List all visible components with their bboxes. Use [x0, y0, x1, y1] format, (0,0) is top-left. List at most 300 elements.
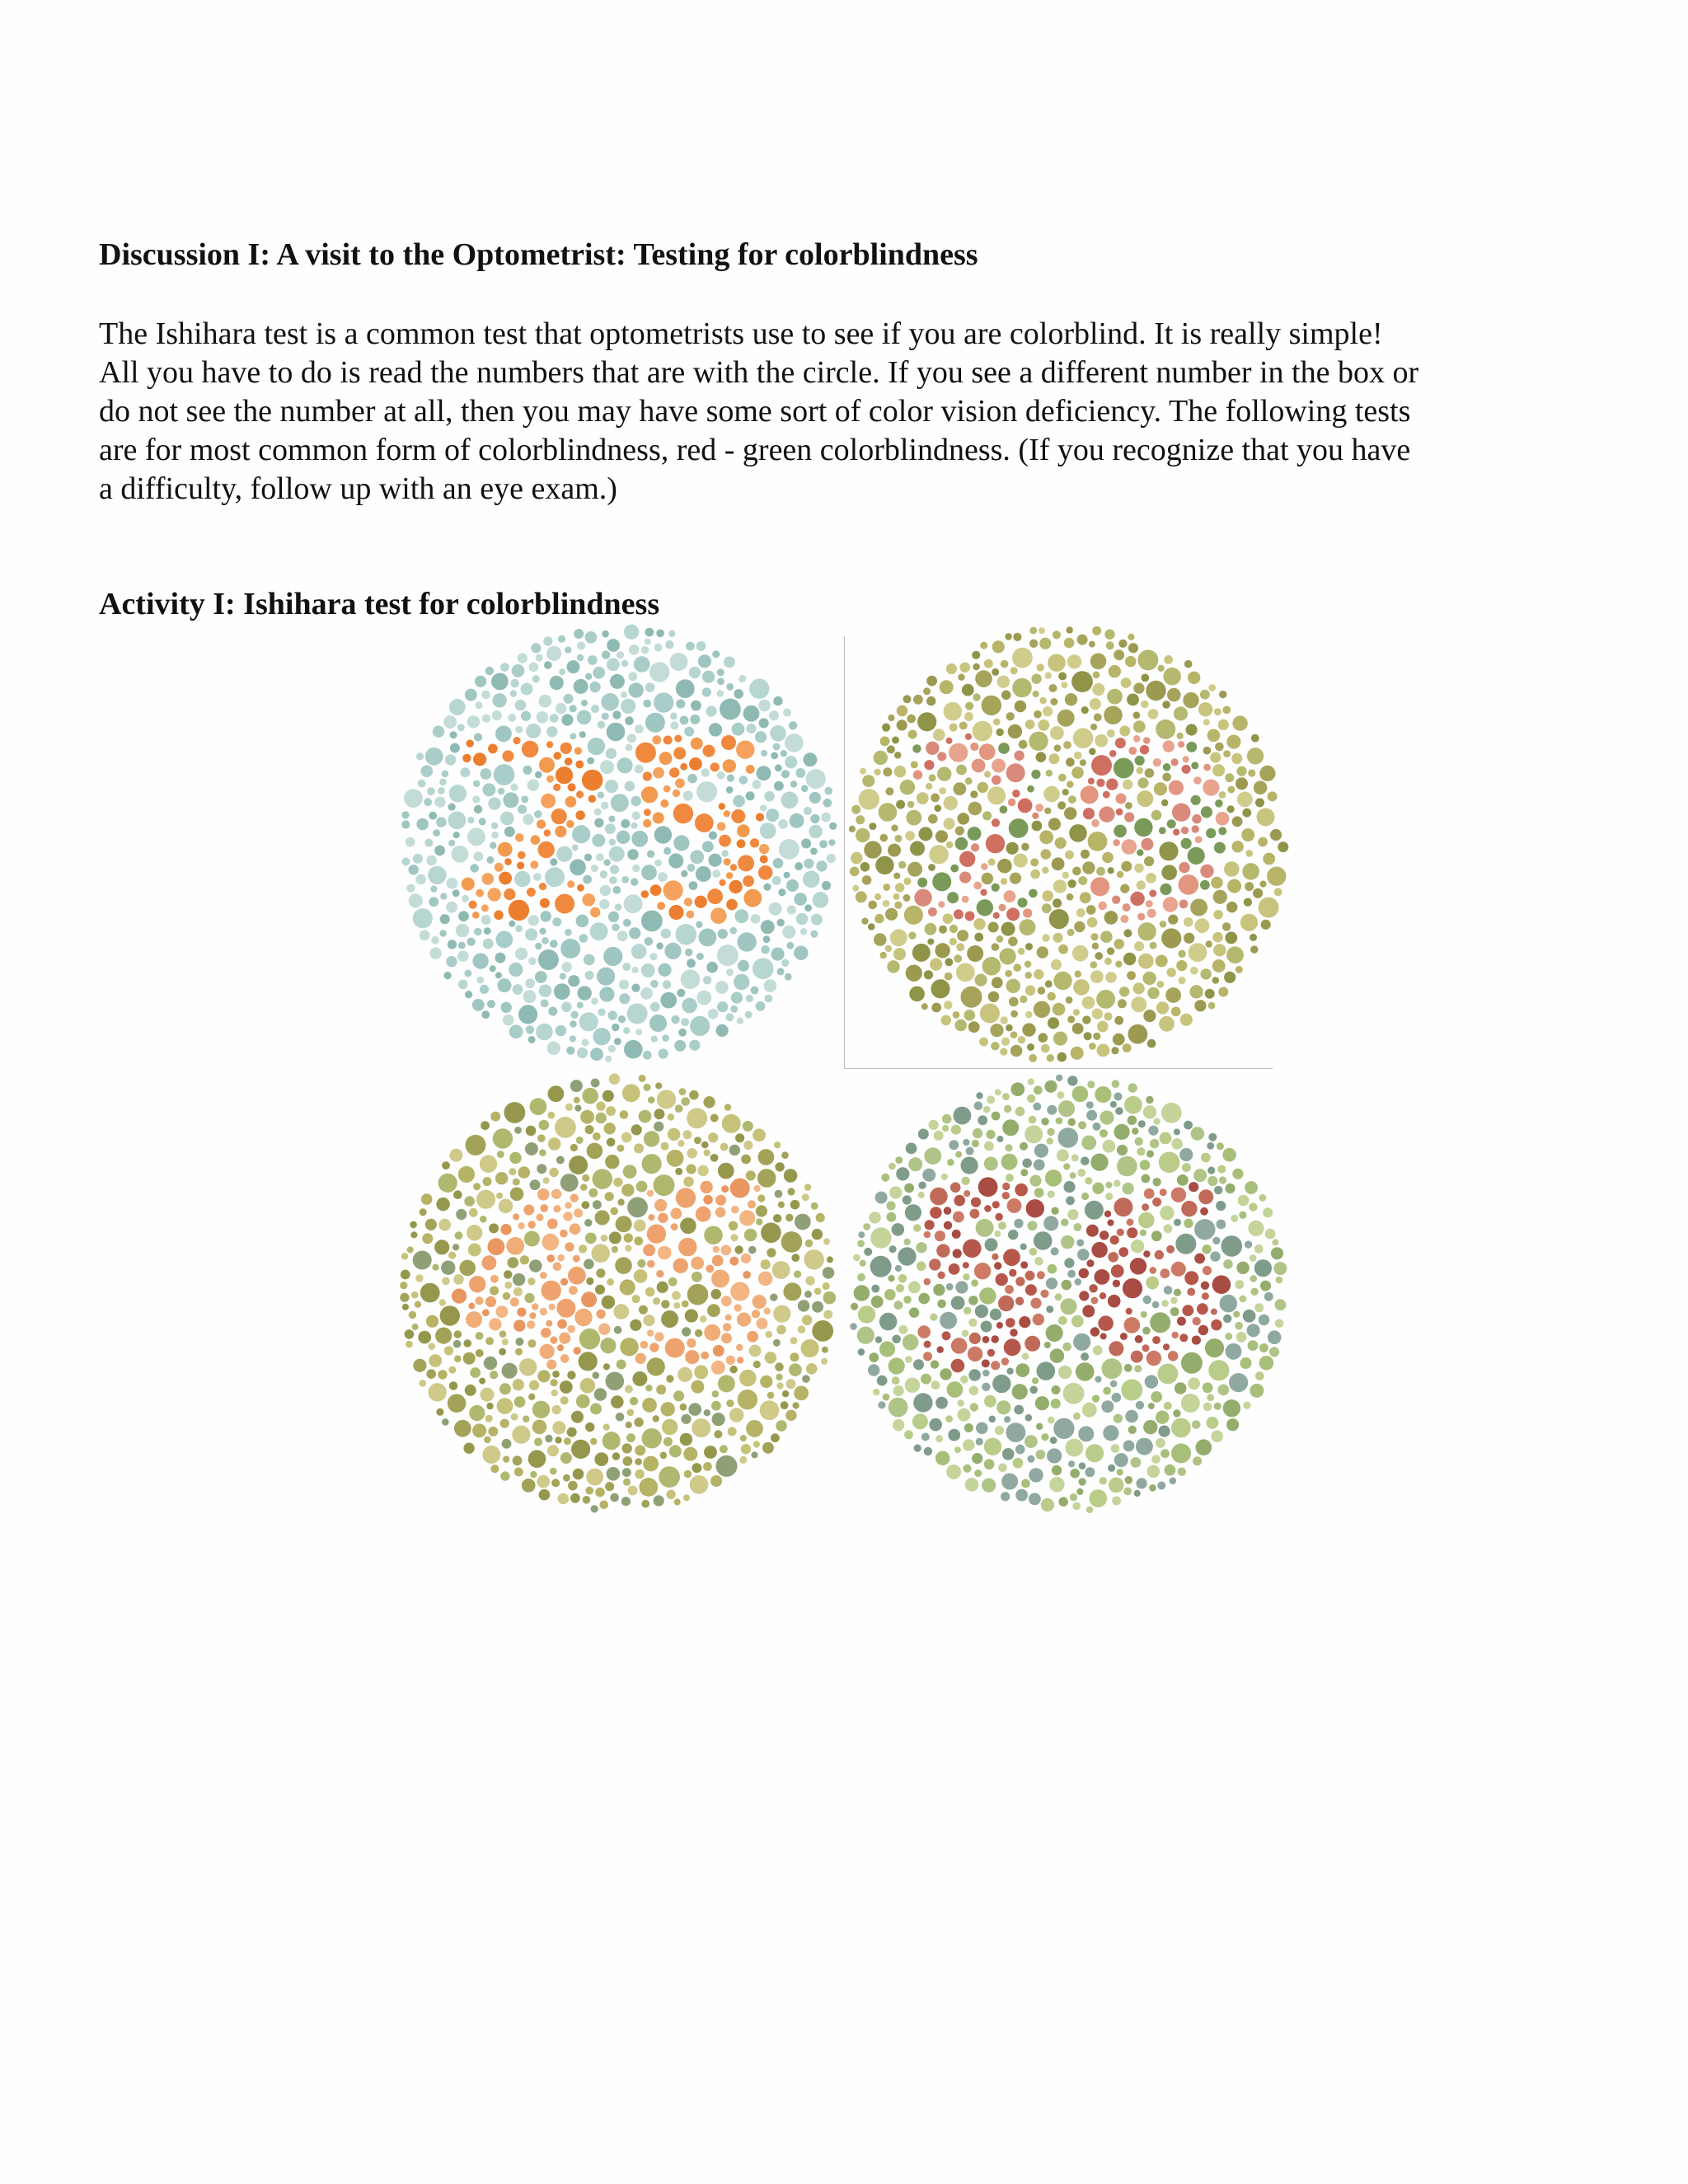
- plate-number-dot: [1002, 1192, 1010, 1199]
- plate-number-dot: [979, 743, 996, 760]
- plate-background-dot: [984, 771, 991, 778]
- plate-number-dot: [482, 873, 495, 885]
- plate-background-dot: [1134, 941, 1144, 951]
- plate-background-dot: [931, 794, 940, 803]
- plate-background-dot: [1128, 1024, 1148, 1044]
- plate-background-dot: [747, 724, 757, 733]
- plate-background-dot: [801, 785, 809, 793]
- plate-background-dot: [607, 1467, 621, 1481]
- plate-background-dot: [1244, 898, 1252, 907]
- plate-background-dot: [810, 930, 818, 938]
- plate-background-dot: [1164, 1402, 1172, 1410]
- plate-background-dot: [453, 1340, 462, 1348]
- plate-background-dot: [1158, 1364, 1179, 1385]
- plate-background-dot: [1207, 1394, 1214, 1401]
- plate-background-dot: [758, 700, 771, 712]
- plate-background-dot: [567, 1427, 577, 1437]
- plate-background-dot: [1086, 1507, 1093, 1513]
- plate-number-dot: [538, 841, 555, 858]
- plate-background-dot: [1177, 1174, 1189, 1186]
- plate-background-dot: [532, 1420, 547, 1435]
- plate-background-dot: [962, 684, 974, 696]
- plate-background-dot: [1034, 1160, 1045, 1171]
- plate-background-dot: [828, 839, 835, 846]
- plate-background-dot: [1041, 849, 1052, 860]
- plate-background-dot: [856, 815, 865, 824]
- plate-background-dot: [413, 1359, 426, 1372]
- plate-background-dot: [422, 1233, 433, 1244]
- plate-background-dot: [1019, 919, 1035, 935]
- plate-background-dot: [761, 1222, 781, 1243]
- plate-background-dot: [786, 1379, 796, 1389]
- plate-background-dot: [924, 970, 933, 979]
- plate-background-dot: [763, 935, 771, 943]
- plate-background-dot: [632, 812, 640, 820]
- plate-background-dot: [448, 811, 467, 829]
- plate-number-dot: [721, 735, 736, 750]
- plate-background-dot: [886, 1201, 895, 1210]
- plate-background-dot: [984, 1438, 1001, 1455]
- plate-background-dot: [885, 908, 898, 921]
- plate-number-dot: [912, 744, 921, 752]
- plate-number-dot: [560, 1230, 568, 1238]
- plate-background-dot: [1123, 953, 1136, 965]
- plate-background-dot: [659, 1466, 680, 1488]
- plate-background-dot: [1143, 1105, 1156, 1118]
- plate-background-dot: [645, 628, 654, 637]
- plate-background-dot: [888, 844, 901, 857]
- plate-background-dot: [622, 1443, 632, 1453]
- plate-background-dot: [908, 1157, 922, 1171]
- plate-background-dot: [1048, 654, 1066, 672]
- plate-background-dot: [1103, 1140, 1116, 1153]
- plate-number-dot: [1100, 1333, 1107, 1339]
- plate-background-dot: [1205, 989, 1215, 999]
- plate-number-dot: [1090, 877, 1109, 896]
- plate-background-dot: [1075, 1278, 1082, 1286]
- plate-background-dot: [1206, 940, 1212, 947]
- plate-background-dot: [796, 768, 806, 778]
- plate-background-dot: [1100, 930, 1113, 943]
- plate-background-dot: [673, 1390, 684, 1401]
- plate-background-dot: [1217, 1220, 1226, 1230]
- plate-number-dot: [565, 757, 573, 766]
- plate-background-dot: [481, 915, 491, 925]
- plate-background-dot: [1140, 1230, 1146, 1236]
- plate-number-dot: [1188, 847, 1205, 865]
- plate-background-dot: [991, 1042, 999, 1050]
- plate-background-dot: [1074, 921, 1085, 932]
- plate-background-dot: [1057, 1149, 1069, 1161]
- plate-number-dot: [1181, 1201, 1197, 1216]
- plate-background-dot: [541, 1000, 549, 1008]
- plate-background-dot: [1203, 719, 1210, 725]
- plate-background-dot: [945, 1415, 953, 1422]
- plate-background-dot: [1029, 1386, 1038, 1394]
- plate-background-dot: [401, 1253, 408, 1259]
- plate-background-dot: [556, 1156, 565, 1165]
- plate-background-dot: [1055, 1293, 1062, 1301]
- plate-background-dot: [579, 1012, 598, 1031]
- plate-number-dot: [518, 1222, 524, 1229]
- plate-background-dot: [1123, 780, 1132, 790]
- plate-number-dot: [743, 1271, 751, 1279]
- plate-number-dot: [993, 912, 1000, 919]
- plate-background-dot: [1259, 898, 1279, 918]
- plate-background-dot: [1061, 1298, 1077, 1315]
- plate-background-dot: [585, 1125, 594, 1134]
- plate-background-dot: [794, 946, 808, 960]
- plate-background-dot: [1236, 777, 1248, 790]
- plate-background-dot: [433, 829, 440, 837]
- plate-background-dot: [1104, 630, 1114, 640]
- plate-background-dot: [1268, 1330, 1282, 1344]
- plate-background-dot: [677, 989, 685, 997]
- plate-number-dot: [954, 1195, 965, 1207]
- plate-number-dot: [1163, 763, 1171, 771]
- plate-number-dot: [965, 912, 975, 921]
- plate-number-dot: [673, 748, 686, 760]
- plate-background-dot: [1063, 1163, 1070, 1169]
- plate-number-dot: [502, 750, 513, 762]
- plate-background-dot: [933, 1284, 945, 1296]
- plate-number-dot: [1114, 758, 1134, 779]
- plate-background-dot: [639, 1075, 646, 1082]
- plate-number-dot: [696, 1207, 711, 1222]
- plate-background-dot: [528, 779, 539, 790]
- plate-number-dot: [1171, 1188, 1186, 1202]
- plate-background-dot: [590, 1403, 602, 1414]
- plate-background-dot: [580, 1183, 587, 1190]
- plate-number-dot: [1195, 836, 1203, 843]
- plate-number-dot: [1172, 1332, 1179, 1338]
- plate-background-dot: [1073, 1333, 1090, 1351]
- plate-background-dot: [1147, 987, 1159, 999]
- plate-background-dot: [1076, 1362, 1095, 1381]
- plate-background-dot: [1109, 665, 1121, 677]
- plate-background-dot: [574, 1105, 581, 1112]
- plate-background-dot: [687, 1165, 696, 1174]
- plate-background-dot: [440, 914, 450, 924]
- plate-background-dot: [985, 1238, 998, 1251]
- plate-background-dot: [1170, 1307, 1179, 1316]
- plate-background-dot: [798, 1325, 806, 1333]
- plate-background-dot: [1196, 1439, 1212, 1455]
- plate-background-dot: [528, 1339, 536, 1347]
- plate-number-dot: [1182, 765, 1191, 774]
- plate-background-dot: [1082, 1403, 1097, 1418]
- plate-number-dot: [944, 1221, 952, 1230]
- plate-background-dot: [900, 780, 915, 794]
- plate-background-dot: [1179, 1148, 1193, 1161]
- intro-line: The Ishihara test is a common test that optometrists use to see if you are colorblind. It is really simple!: [99, 316, 1383, 351]
- plate-background-dot: [578, 986, 592, 1000]
- plate-background-dot: [908, 1281, 921, 1293]
- plate-background-dot: [796, 913, 808, 925]
- plate-background-dot: [700, 1315, 706, 1322]
- plate-background-dot: [503, 1292, 510, 1300]
- plate-background-dot: [571, 1411, 584, 1423]
- plate-number-dot: [711, 1270, 729, 1288]
- plate-background-dot: [765, 1352, 777, 1364]
- plate-background-dot: [1249, 1202, 1257, 1211]
- plate-number-dot: [1015, 1183, 1028, 1197]
- plate-background-dot: [913, 1393, 932, 1412]
- plate-background-dot: [924, 1447, 932, 1455]
- plate-background-dot: [643, 1315, 654, 1326]
- plate-background-dot: [576, 1137, 584, 1144]
- plate-background-dot: [548, 1137, 560, 1150]
- plate-background-dot: [1053, 898, 1062, 907]
- plate-background-dot: [827, 1256, 833, 1263]
- plate-background-dot: [484, 927, 491, 935]
- plate-background-dot: [434, 796, 445, 807]
- plate-number-dot: [930, 1207, 941, 1218]
- plate-background-dot: [560, 1380, 573, 1394]
- plate-background-dot: [812, 1301, 823, 1313]
- plate-background-dot: [770, 725, 786, 742]
- plate-background-dot: [894, 902, 902, 909]
- plate-background-dot: [1103, 1387, 1111, 1395]
- plate-number-dot: [1197, 1303, 1208, 1315]
- plate-number-dot: [523, 1205, 534, 1216]
- plate-number-dot: [1192, 814, 1201, 823]
- plate-background-dot: [529, 1259, 542, 1272]
- plate-number-dot: [971, 1197, 981, 1207]
- plate-number-dot: [996, 1273, 1008, 1286]
- plate-background-dot: [609, 839, 616, 846]
- plate-background-dot: [1135, 1137, 1143, 1146]
- plate-background-dot: [944, 796, 958, 810]
- plate-background-dot: [555, 1117, 576, 1138]
- plate-background-dot: [887, 960, 899, 972]
- plate-background-dot: [1027, 1455, 1034, 1463]
- plate-background-dot: [965, 702, 973, 710]
- plate-background-dot: [905, 1378, 920, 1393]
- plate-29: [843, 620, 1292, 1069]
- plate-background-dot: [1123, 1043, 1132, 1052]
- plate-background-dot: [577, 710, 592, 725]
- plate-background-dot: [1157, 1482, 1165, 1490]
- plate-number-dot: [546, 1360, 556, 1370]
- plate-number-dot: [950, 865, 959, 873]
- plate-background-dot: [1250, 1275, 1258, 1282]
- plate-background-dot: [1079, 1462, 1086, 1469]
- plate-background-dot: [862, 775, 874, 787]
- plate-background-dot: [908, 730, 917, 739]
- plate-background-dot: [710, 1289, 721, 1300]
- ishihara-plate-image: [843, 1069, 1292, 1518]
- plate-number-dot: [1088, 778, 1095, 785]
- plate-background-dot: [530, 1471, 537, 1478]
- plate-background-dot: [1064, 1258, 1074, 1268]
- plate-background-dot: [418, 1331, 431, 1344]
- plate-background-dot: [760, 823, 776, 839]
- plate-background-dot: [446, 878, 457, 889]
- plate-background-dot: [500, 1419, 509, 1428]
- plate-background-dot: [552, 917, 561, 926]
- plate-number-dot: [723, 1323, 731, 1331]
- plate-number-dot: [713, 1246, 720, 1253]
- plate-background-dot: [707, 1304, 720, 1317]
- plate-background-dot: [594, 1452, 608, 1466]
- plate-background-dot: [1029, 732, 1048, 751]
- plate-background-dot: [639, 1305, 648, 1315]
- plate-background-dot: [617, 757, 633, 773]
- plate-background-dot: [582, 1039, 589, 1047]
- plate-background-dot: [893, 893, 900, 900]
- plate-background-dot: [893, 1385, 904, 1396]
- plate-background-dot: [1006, 1368, 1013, 1375]
- plate-background-dot: [773, 743, 781, 751]
- plate-background-dot: [1159, 1152, 1180, 1174]
- plate-background-dot: [564, 1437, 571, 1445]
- plate-background-dot: [484, 1357, 497, 1370]
- plate-background-dot: [1015, 701, 1027, 713]
- plate-background-dot: [1107, 689, 1123, 705]
- plate-number-dot: [1150, 1267, 1157, 1274]
- plate-background-dot: [607, 1138, 616, 1147]
- plate-number-dot: [1214, 842, 1226, 854]
- plate-background-dot: [424, 839, 433, 847]
- plate-background-dot: [800, 928, 808, 935]
- plate-background-dot: [453, 832, 460, 838]
- plate-background-dot: [1029, 1468, 1043, 1482]
- plate-background-dot: [716, 1455, 738, 1477]
- plate-number-dot: [998, 743, 1010, 754]
- plate-background-dot: [1025, 1011, 1033, 1019]
- plate-background-dot: [973, 1128, 982, 1138]
- plate-number-dot: [1112, 896, 1120, 904]
- plate-number-dot: [992, 759, 1006, 773]
- plate-background-dot: [935, 1451, 950, 1466]
- plate-background-dot: [1030, 869, 1040, 879]
- plate-background-dot: [917, 792, 929, 804]
- plate-number-dot: [567, 880, 574, 888]
- plate-background-dot: [627, 1197, 648, 1218]
- plate-background-dot: [904, 906, 923, 925]
- plate-background-dot: [801, 839, 811, 849]
- plate-background-dot: [453, 1190, 462, 1199]
- plate-background-dot: [897, 719, 907, 730]
- plate-background-dot: [570, 733, 576, 739]
- plate-number-dot: [1137, 913, 1145, 921]
- plate-background-dot: [582, 1088, 598, 1104]
- plate-number-dot: [1107, 1220, 1114, 1226]
- plate-background-dot: [1148, 1126, 1158, 1136]
- plate-background-dot: [704, 1226, 723, 1245]
- plate-background-dot: [632, 865, 640, 872]
- plate-background-dot: [1146, 873, 1156, 883]
- plate-background-dot: [722, 1114, 741, 1133]
- plate-background-dot: [858, 1348, 865, 1356]
- plate-background-dot: [717, 668, 724, 676]
- plate-background-dot: [951, 1296, 965, 1310]
- plate-background-dot: [968, 1296, 978, 1305]
- plate-number-dot: [1192, 1336, 1201, 1345]
- plate-number-dot: [499, 872, 512, 885]
- plate-background-dot: [992, 668, 999, 676]
- plate-background-dot: [1213, 890, 1227, 904]
- plate-background-dot: [634, 1143, 644, 1153]
- plate-background-dot: [1201, 1153, 1211, 1163]
- plate-background-dot: [790, 1337, 798, 1344]
- plate-number-dot: [635, 1353, 646, 1364]
- plate-background-dot: [875, 1192, 888, 1204]
- plate-background-dot: [513, 1455, 523, 1465]
- plate-number-dot: [724, 810, 730, 817]
- plate-number-dot: [647, 1260, 654, 1268]
- plate-background-dot: [485, 1337, 494, 1345]
- plate-background-dot: [610, 674, 625, 689]
- plate-number-dot: [992, 1254, 998, 1260]
- plate-background-dot: [529, 1380, 539, 1390]
- plate-background-dot: [1097, 1044, 1110, 1057]
- plate-background-dot: [1027, 1043, 1034, 1051]
- plate-background-dot: [973, 721, 993, 742]
- plate-number-dot: [481, 904, 489, 912]
- plate-background-dot: [730, 1234, 738, 1241]
- plate-background-dot: [966, 1147, 974, 1155]
- plate-background-dot: [1255, 798, 1264, 807]
- plate-number-dot: [1127, 1219, 1134, 1226]
- plate-background-dot: [1081, 850, 1090, 859]
- plate-background-dot: [931, 1380, 940, 1390]
- plate-background-dot: [1062, 1343, 1071, 1352]
- plate-background-dot: [657, 1282, 668, 1293]
- plate-number-dot: [726, 872, 733, 879]
- plate-background-dot: [525, 1142, 538, 1155]
- plate-background-dot: [503, 1455, 509, 1462]
- plate-background-dot: [1184, 933, 1194, 944]
- plate-background-dot: [405, 1329, 415, 1339]
- plate-background-dot: [779, 839, 799, 860]
- plate-number-dot: [962, 896, 969, 903]
- plate-background-dot: [776, 1420, 787, 1432]
- plate-number-dot: [973, 882, 982, 890]
- plate-background-dot: [829, 823, 837, 830]
- plate-background-dot: [543, 636, 552, 645]
- plate-background-dot: [944, 818, 955, 829]
- plate-number-dot: [953, 1249, 962, 1258]
- plate-background-dot: [916, 1242, 926, 1253]
- plate-background-dot: [773, 696, 782, 705]
- plate-background-dot: [1039, 1033, 1048, 1043]
- plate-background-dot: [1034, 710, 1042, 719]
- plate-background-dot: [426, 855, 437, 866]
- plate-background-dot: [528, 957, 537, 965]
- plate-background-dot: [1077, 635, 1088, 645]
- plate-background-dot: [1132, 1127, 1138, 1134]
- plate-background-dot: [595, 1285, 605, 1295]
- plate-background-dot: [672, 1291, 681, 1301]
- plate-background-dot: [1086, 1110, 1097, 1121]
- plate-background-dot: [978, 782, 988, 793]
- plate-number-dot: [753, 1295, 767, 1309]
- plate-background-dot: [1054, 744, 1062, 752]
- plate-background-dot: [1159, 841, 1178, 860]
- plate-background-dot: [720, 699, 741, 720]
- plate-background-dot: [1161, 1300, 1169, 1307]
- plate-number-dot: [951, 1359, 965, 1373]
- plate-number-dot: [676, 1188, 696, 1207]
- plate-number-dot: [544, 829, 551, 837]
- plate-background-dot: [688, 1403, 701, 1416]
- plate-background-dot: [968, 1369, 981, 1381]
- plate-background-dot: [610, 1207, 618, 1216]
- plate-background-dot: [622, 963, 631, 971]
- plate-background-dot: [603, 1424, 610, 1431]
